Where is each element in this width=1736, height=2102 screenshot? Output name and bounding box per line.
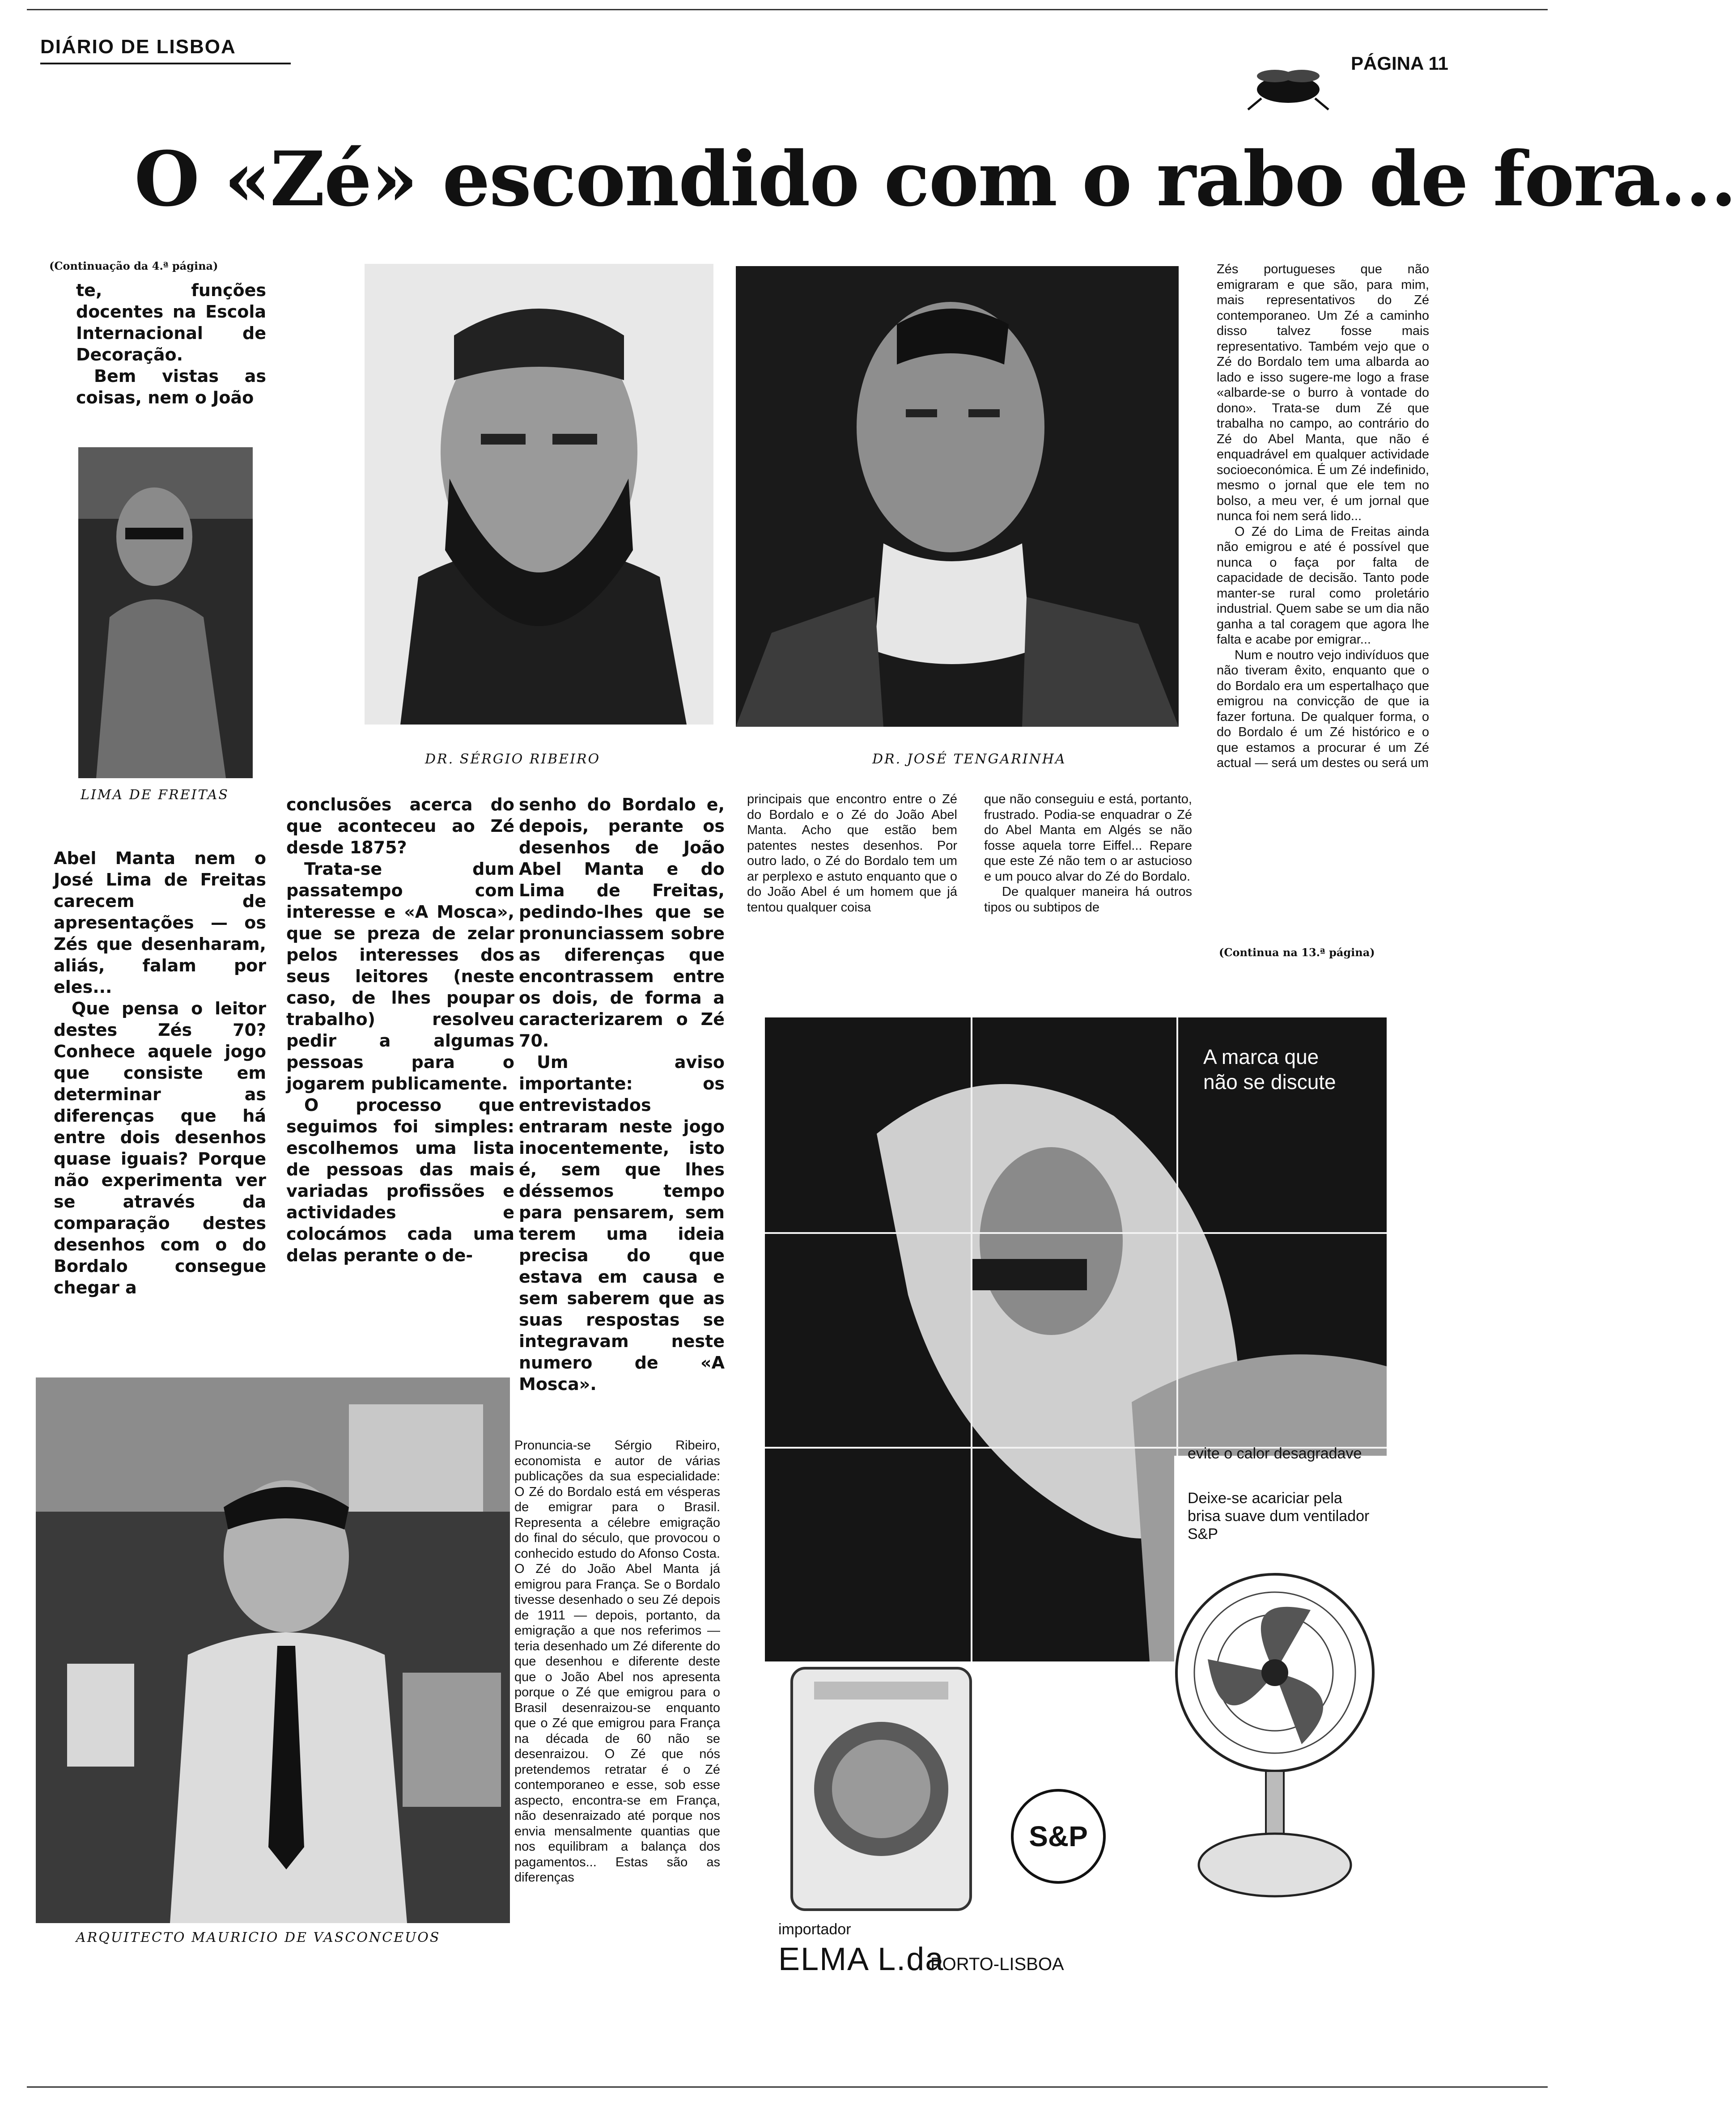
col2-text [286,794,514,1266]
ad-line-1: evite o calor desagradave [1188,1445,1362,1462]
bottom-rule [27,2086,1548,2088]
col3-p2: Um aviso importante: os entrevistados entraram neste jogo inocentemente, isto é, sem que lhes déssemos tempo para pensarem, sem terem uma ideia precisa do que estava em causa e sem saberem que as suas respostas se integravam neste numero de «A Mosca». [519,1052,725,1394]
ad-slogan: A marca que não se discute [1203,1045,1336,1093]
top-rule [27,9,1548,10]
col5-p1: que não conseguiu e está, portanto, frustrado. Podia-se enquadrar o Zé do Abel Manta em Algés se não fosse aquela torre Eiffel... Repare que este Zé não tem o ar astucioso e um pouco alvar do Zé do Bordalo. [984,792,1192,884]
ad-importer-name: ELMA L.da [778,1941,944,1977]
col3-interview-text: Pronuncia-se Sérgio Ribeiro, economista e autor de várias publicações da sua especialidade: O Zé do Bordalo está em vésperas de emigrar para o Brasil. Representa a célebre emigração do final do século, que provocou o conhecido estudo do Afonso Costa. O Zé do João Abel Manta já emigrou para França. Se o Bordalo tivesse desenhado o seu Zé depois de 1911 — depois, portanto, da emigração a que nos referimos — teria desenhado um Zé diferente do que desenhou e diferente deste que o João Abel nos apresenta porque o Zé que emigrou para o Brasil desenraizou-se enquanto que o Zé que emigrou para França na década de 60 não se desenraizou. O Zé que nós pretendemos retratar é o Zé contemporaneo e esse, sob esse aspecto, encontra-se em França, não desenraizado até porque nos envia mensalmente quantias que nos equilibram a balança dos pagamentos... Estas são as diferenças [514,1438,720,1885]
col6-p1: Zés portugueses que não emigraram e que são, para mim, mais representativos do Zé contemporaneo. Um Zé a caminho disso talvez fosse mais representativo. Também vejo que o Zé do Bordalo tem uma albarda ao lado e isso sugere-me logo a frase «albarde-se o burro à vontade do dono». Trata-se dum Zé que trabalha no campo, ao contrário do Zé do Abel Manta, que não é enquadrável em qualquer actividade socioeconómica. É um Zé indefinido, mesmo o jornal que ele tem no bolso, a meu ver, é um jornal que nunca foi nem será lido... [1217,262,1429,523]
photo-mauricio-de-vasconceuos [36,1377,510,1923]
fan-advertisement [743,993,1413,1995]
col2-p2: Trata-se dum passatempo com interesse e «A Mosca», que se preza de zelar pelos interesses dos seus leitores (neste caso, de lhes poupar trabalho) resolveu pedir a algumas pessoas para o jogarem publicamente. [286,859,514,1093]
col3-p1: senho do Bordalo e, depois, perante os desenhos de João Abel Manta e do Lima de Freitas, pedindo-lhes que se pronunciassem sobre as diferenças que encontrassem entre os dois, de forma a caracterizarem o Zé 70. [519,795,725,1051]
col4-text: principais que encontro entre o Zé do Bordalo e o Zé do João Abel Manta. Acho que estão bem patentes nestes desenhos. Por outro lado, o Zé do Bordalo tem um ar perplexo e astuto enquanto que o do João Abel é um homem que já tentou qualquer coisa [747,792,957,915]
col1-bottom-p1: Abel Manta nem o José Lima de Freitas carecem de apresentações — os Zés que desenharam, aliás, falam por eles... [54,848,266,997]
col3-text [519,794,725,1395]
caption-jose-tengarinha: DR. JOSÉ TENGARINHA [872,751,1066,767]
caption-lima-de-freitas: LIMA DE FREITAS [81,787,229,803]
sp-logo: S&P [1011,1789,1106,1884]
continued-from-note: (Continuação da 4.ª página) [49,259,218,272]
caption-mauricio-de-vasconceuos: ARQUITECTO MAURICIO DE VASCONCEUOS [76,1930,441,1945]
col1-top-p2: Bem vistas as coisas, nem o João [76,366,266,407]
col6-text [1217,262,1429,771]
desk-fan-illustration [1167,1556,1382,1923]
header-rule [40,63,291,64]
col6-p3: Num e noutro vejo indivíduos que não tiveram êxito, enquanto que o do Bordalo era um espertalhaço que emigrou na convicção de que ia fazer fortuna. De qualquer forma, o do Bordalo é um Zé histórico e o que estamos a procurar é um Zé actual — será um destes ou será um [1217,648,1429,770]
col1-bottom-p2: Que pensa o leitor destes Zés 70? Conhece aquele jogo que consiste em determinar as diferenças que há entre dois desenhos quase iguais? Porque não experimenta ver se através da comparação destes desenhos com o do Bordalo consegue chegar a [54,999,266,1297]
col5-text [984,792,1192,915]
photo-jose-tengarinha [736,266,1179,727]
photo-sergio-ribeiro [365,264,713,725]
caption-sergio-ribeiro: DR. SÉRGIO RIBEIRO [425,751,601,767]
fly-icon [1244,63,1333,112]
col2-p1: conclusões acerca do que aconteceu ao Zé desde 1875? [286,795,514,857]
headline: O «Zé» escondido com o rabo de fora... [134,135,1736,223]
ad-importer-label: importador [778,1921,851,1938]
col6-p2: O Zé do Lima de Freitas ainda não emigrou e até é possível que nunca o faça por falta de capacidade de decisão. Tanto pode manter-se rural como proletário industrial. Quem sabe se um dia não ganha a tal coragem que agora lhe falta e acabe por emigrar... [1217,524,1429,647]
col5-p2: De qualquer maneira há outros tipos ou subtipos de [984,885,1192,915]
col2-p3: O processo que seguimos foi simples: escolhemos uma lista de pessoas das mais variadas profissões e actividades e colocámos cada uma delas perante o de- [286,1095,514,1265]
ad-line-2: Deixe-se acariciar pela brisa suave dum ventilador S&P [1188,1490,1370,1543]
continued-to-note: (Continua na 13.ª página) [1219,946,1375,959]
col1-bottom-text [54,848,266,1298]
ad-importer-cities: PORTO-LISBOA [930,1954,1064,1974]
newspaper-name: DIÁRIO DE LISBOA [40,36,236,58]
col1-top-text [76,280,266,408]
extractor-fan-illustration [787,1664,975,1914]
photo-lima-de-freitas [78,447,253,778]
page-number: PÁGINA 11 [1351,53,1448,74]
col1-top-p1: te, funções docentes na Escola Internacional de Decoração. [76,280,266,364]
